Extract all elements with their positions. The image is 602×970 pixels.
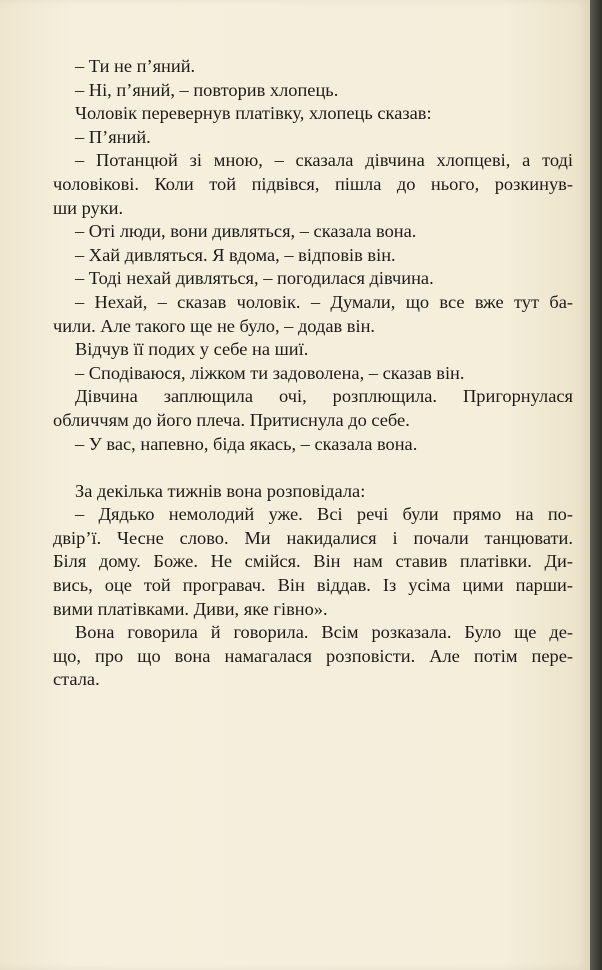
paragraph xyxy=(53,291,573,338)
text-line: За декілька тижнів вона розповідала: xyxy=(75,480,366,501)
text-line: – Потанцюй зі мною, – сказала дівчина хлопцеві, а тоді xyxy=(75,150,573,171)
paragraph xyxy=(53,503,573,621)
text-line: вись, оце той програвач. Він віддав. Із усіма цими парши- xyxy=(53,575,573,596)
paragraph xyxy=(75,362,573,386)
text-line: – Ти не п’яний. xyxy=(75,56,196,76)
text-line: – Тоді нехай дивляться, – погодилася дівчина. xyxy=(75,268,434,289)
paragraph xyxy=(75,220,573,244)
text-line: Чоловік перевернув платівку, хлопець сказав: xyxy=(75,103,432,124)
text-line: – Сподіваюся, ліжком ти задоволена, – сказав він. xyxy=(75,362,465,383)
paragraph xyxy=(75,55,573,79)
text-line: – П’яний. xyxy=(75,126,151,147)
paragraph xyxy=(75,338,573,362)
text-line: вими платівками. Диви, яке гівно». xyxy=(53,598,328,619)
text-line: обличчям до його плеча. Притиснула до себе. xyxy=(53,409,410,430)
paragraph xyxy=(75,267,573,291)
paragraph xyxy=(75,79,573,103)
page-edge-shadow xyxy=(590,0,602,970)
text-line: – Ні, п’яний, – повторив хлопець. xyxy=(75,79,339,100)
text-line: – Нехай, – сказав чоловік. – Думали, що все вже тут ба- xyxy=(75,291,573,312)
text-line: Відчув її подих у себе на шиї. xyxy=(75,339,309,360)
paragraph xyxy=(75,480,573,504)
text-line: чили. Але такого ще не було, – додав він. xyxy=(53,315,376,336)
text-line: чоловікові. Коли той підвівся, пішла до нього, розкинув- xyxy=(53,173,573,194)
text-line: Біля дому. Боже. Не смійся. Він нам ставив платівки. Ди- xyxy=(53,551,573,572)
paragraph xyxy=(75,244,573,268)
text-line: двір’ї. Чесне слово. Ми накидалися і почали танцювати. xyxy=(53,527,573,548)
page-text xyxy=(53,55,573,692)
paragraph xyxy=(75,126,573,150)
text-line: ши руки. xyxy=(53,197,124,218)
paragraph xyxy=(53,385,573,432)
text-line: – Дядько немолодий уже. Всі речі були прямо на по- xyxy=(75,504,573,525)
section-gap xyxy=(75,456,573,480)
paragraph xyxy=(75,102,573,126)
paragraph xyxy=(53,621,573,692)
paragraph xyxy=(53,149,573,220)
text-line: – Оті люди, вони дивляться, – сказала вона. xyxy=(75,221,417,242)
paragraph xyxy=(75,433,573,457)
text-line: Дівчина заплющила очі, розплющила. Пригорнулася xyxy=(75,386,573,407)
text-line: – Хай дивляться. Я вдома, – відповів він. xyxy=(75,244,396,265)
text-line: що, про що вона намагалася розповісти. Але потім пере- xyxy=(53,645,573,666)
text-line: Вона говорила й говорила. Всім розказала. Було ще де- xyxy=(75,622,573,643)
text-line: стала. xyxy=(53,669,100,690)
text-line: – У вас, напевно, біда якась, – сказала вона. xyxy=(75,433,418,454)
